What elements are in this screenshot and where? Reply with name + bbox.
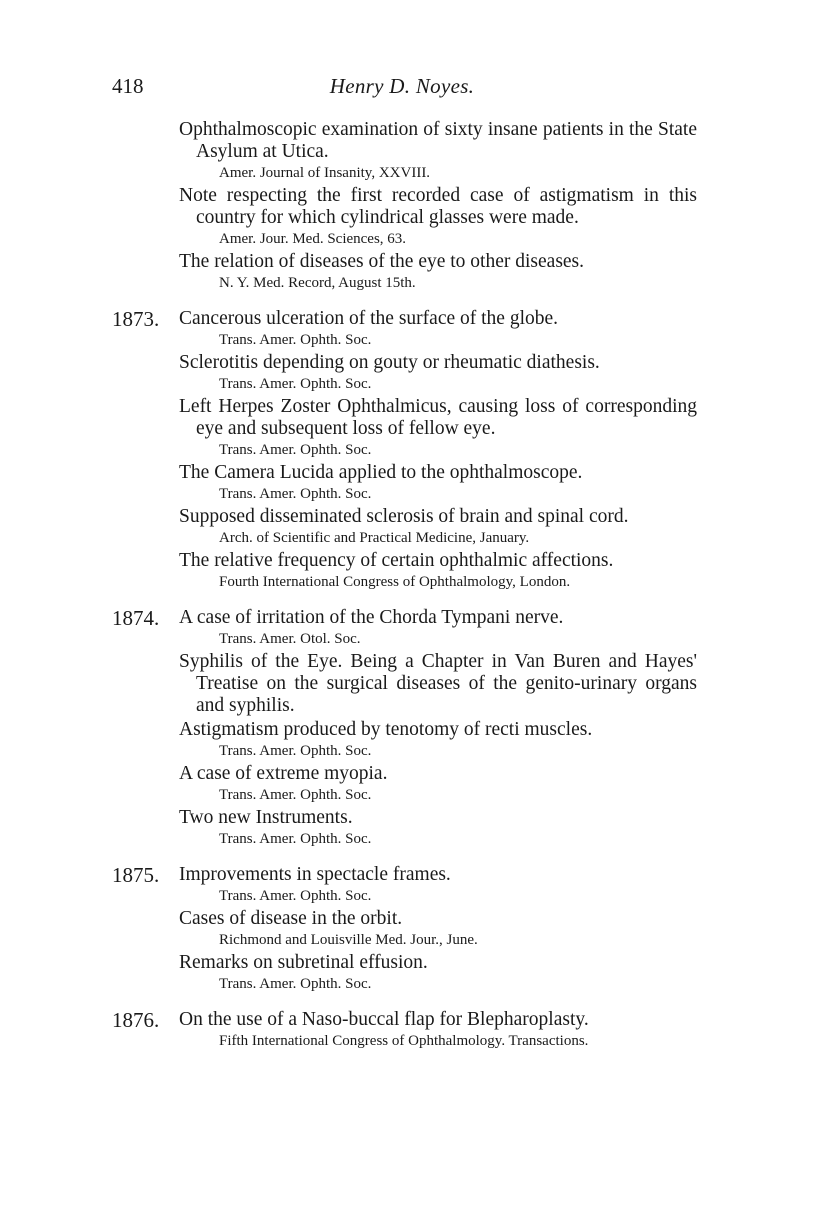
entry-source: Trans. Amer. Ophth. Soc. xyxy=(219,831,372,847)
entry-title: Supposed disseminated sclerosis of brain and spinal cord. xyxy=(179,506,629,527)
year-group xyxy=(112,864,697,994)
entry-source: Trans. Amer. Ophth. Soc. xyxy=(219,486,372,502)
entry-source: Trans. Amer. Ophth. Soc. xyxy=(219,743,372,759)
year-group xyxy=(112,308,697,592)
bibliography-entry xyxy=(179,908,697,950)
bibliography-entry xyxy=(179,864,697,906)
bibliography-entry xyxy=(179,119,697,183)
bibliography-entry xyxy=(179,651,697,717)
bibliography-entry xyxy=(179,952,697,994)
entry-title: Syphilis of the Eye. Being a Chapter in Van Buren and Hayes' Treatise on the surgical diseases of the genito-urinary organs and syphilis. xyxy=(179,651,697,716)
entry-title: Cases of disease in the orbit. xyxy=(179,908,403,929)
year-group xyxy=(112,119,697,293)
running-head: Henry D. Noyes. xyxy=(329,74,475,98)
bibliography-entry xyxy=(179,308,697,350)
entry-source: Amer. Journal of Insanity, XXVIII. xyxy=(219,165,431,181)
bibliography-entry xyxy=(179,185,697,249)
entry-title: On the use of a Naso-buccal flap for Blepharoplasty. xyxy=(179,1009,589,1030)
entry-title: Note respecting the first recorded case of astigmatism in this country for which cylindrical glasses were made. xyxy=(179,185,697,228)
entry-title: A case of irritation of the Chorda Tympani nerve. xyxy=(179,607,564,628)
entry-source: Amer. Jour. Med. Sciences, 63. xyxy=(219,231,407,247)
year-label: 1876. xyxy=(112,1008,160,1032)
year-group xyxy=(112,1009,697,1051)
bibliography-entry xyxy=(179,251,697,293)
entry-title: The relation of diseases of the eye to other diseases. xyxy=(179,251,585,272)
bibliography-entry xyxy=(179,763,697,805)
bibliography-entry xyxy=(179,506,697,548)
entry-source: Trans. Amer. Ophth. Soc. xyxy=(219,442,372,458)
bibliography-entry xyxy=(179,462,697,504)
bibliography-entry xyxy=(179,550,697,592)
entry-title: The Camera Lucida applied to the ophthalmoscope. xyxy=(179,462,583,483)
year-label: 1873. xyxy=(112,307,160,331)
bibliography-list xyxy=(112,119,697,1066)
entry-title: Two new Instruments. xyxy=(179,807,353,828)
entry-title: Left Herpes Zoster Ophthalmicus, causing loss of corresponding eye and subsequent loss of fellow eye. xyxy=(179,396,697,439)
entry-title: Improvements in spectacle frames. xyxy=(179,864,451,885)
bibliography-entry xyxy=(179,1009,697,1051)
entry-title: Remarks on subretinal effusion. xyxy=(179,952,428,973)
page-number: 418 xyxy=(112,74,144,98)
entry-title: Sclerotitis depending on gouty or rheumatic diathesis. xyxy=(179,352,600,373)
entry-source: Fourth International Congress of Ophthalmology, London. xyxy=(219,574,571,590)
entry-title: Ophthalmoscopic examination of sixty insane patients in the State Asylum at Utica. xyxy=(179,119,697,162)
entry-source: Richmond and Louisville Med. Jour., June. xyxy=(219,932,478,948)
year-label: 1874. xyxy=(112,606,160,630)
year-label: 1875. xyxy=(112,863,160,887)
bibliography-entry xyxy=(179,807,697,849)
entry-source: Trans. Amer. Ophth. Soc. xyxy=(219,376,372,392)
entry-source: Trans. Amer. Ophth. Soc. xyxy=(219,888,372,904)
entry-source: Trans. Amer. Otol. Soc. xyxy=(219,631,361,647)
entry-title: A case of extreme myopia. xyxy=(179,763,388,784)
bibliography-entry xyxy=(179,719,697,761)
bibliography-entry xyxy=(179,607,697,649)
bibliography-entry xyxy=(179,352,697,394)
bibliography-entry xyxy=(179,396,697,460)
entry-source: Trans. Amer. Ophth. Soc. xyxy=(219,787,372,803)
entry-source: Arch. of Scientific and Practical Medicine, January. xyxy=(219,530,530,546)
entry-source: Trans. Amer. Ophth. Soc. xyxy=(219,332,372,348)
year-group xyxy=(112,607,697,849)
entry-source: Fifth International Congress of Ophthalmology. Transactions. xyxy=(219,1033,589,1049)
entry-title: Astigmatism produced by tenotomy of recti muscles. xyxy=(179,719,593,740)
entry-source: Trans. Amer. Ophth. Soc. xyxy=(219,976,372,992)
page-header xyxy=(112,74,692,106)
entry-title: The relative frequency of certain ophthalmic affections. xyxy=(179,550,614,571)
entry-source: N. Y. Med. Record, August 15th. xyxy=(219,275,416,291)
entry-title: Cancerous ulceration of the surface of the globe. xyxy=(179,308,559,329)
